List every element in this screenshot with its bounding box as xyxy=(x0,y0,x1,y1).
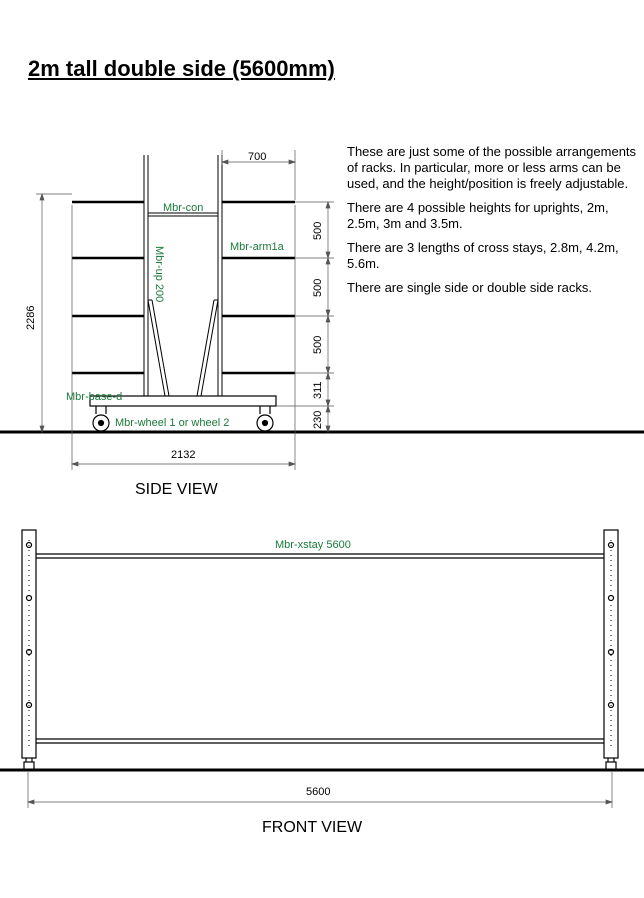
dim-total-height-label: 2286 xyxy=(25,305,37,330)
side-upright-left xyxy=(144,155,148,396)
page-title: 2m tall double side (5600mm) xyxy=(28,56,335,81)
part-label-base: Mbr-base-d xyxy=(66,391,123,403)
side-braces xyxy=(148,300,218,396)
dim-base-width-label: 2132 xyxy=(171,449,196,461)
front-upright-right xyxy=(604,530,618,770)
side-view-label: SIDE VIEW xyxy=(135,481,218,498)
front-view-label: FRONT VIEW xyxy=(262,819,363,836)
note-2: There are 4 possible heights for uprights, 2m, 2.5m, 3m and 3.5m. xyxy=(347,200,609,231)
part-label-wheel: Mbr-wheel 1 or wheel 2 xyxy=(115,417,230,429)
side-arms-right xyxy=(222,202,295,373)
dim-spacing-4: 311 xyxy=(312,381,324,399)
part-label-arm: Mbr-arm1a xyxy=(230,241,284,253)
part-label-xstay: Mbr-xstay 5600 xyxy=(275,539,351,551)
note-3: There are 3 lengths of cross stays, 2.8m, 4.2m, 5.6m. xyxy=(347,240,619,271)
dim-front-width-label: 5600 xyxy=(306,786,331,798)
side-wheel-left xyxy=(93,406,109,431)
dim-spacing-5: 230 xyxy=(312,410,324,429)
side-upright-right xyxy=(218,155,222,396)
side-wheel-right xyxy=(257,406,273,431)
front-cross-stay-bottom xyxy=(36,739,604,743)
front-upright-left xyxy=(22,530,36,770)
dim-spacing-2: 500 xyxy=(312,278,324,297)
note-4: There are single side or double side racks. xyxy=(347,280,592,295)
front-cross-stay-top xyxy=(36,554,604,558)
side-arms-left xyxy=(72,202,144,373)
part-label-upright: Mbr-up 200 xyxy=(153,246,165,303)
dim-spacing-3: 500 xyxy=(312,335,324,354)
part-label-con: Mbr-con xyxy=(163,202,204,214)
dim-spacing-1: 500 xyxy=(312,221,324,240)
dim-top-width-label: 700 xyxy=(248,151,267,163)
front-view-drawing xyxy=(0,530,644,808)
note-1: These are just some of the possible arrangements of racks. In particular, more or less arms can be used, and the height/position is freely adjustable. xyxy=(347,144,637,191)
